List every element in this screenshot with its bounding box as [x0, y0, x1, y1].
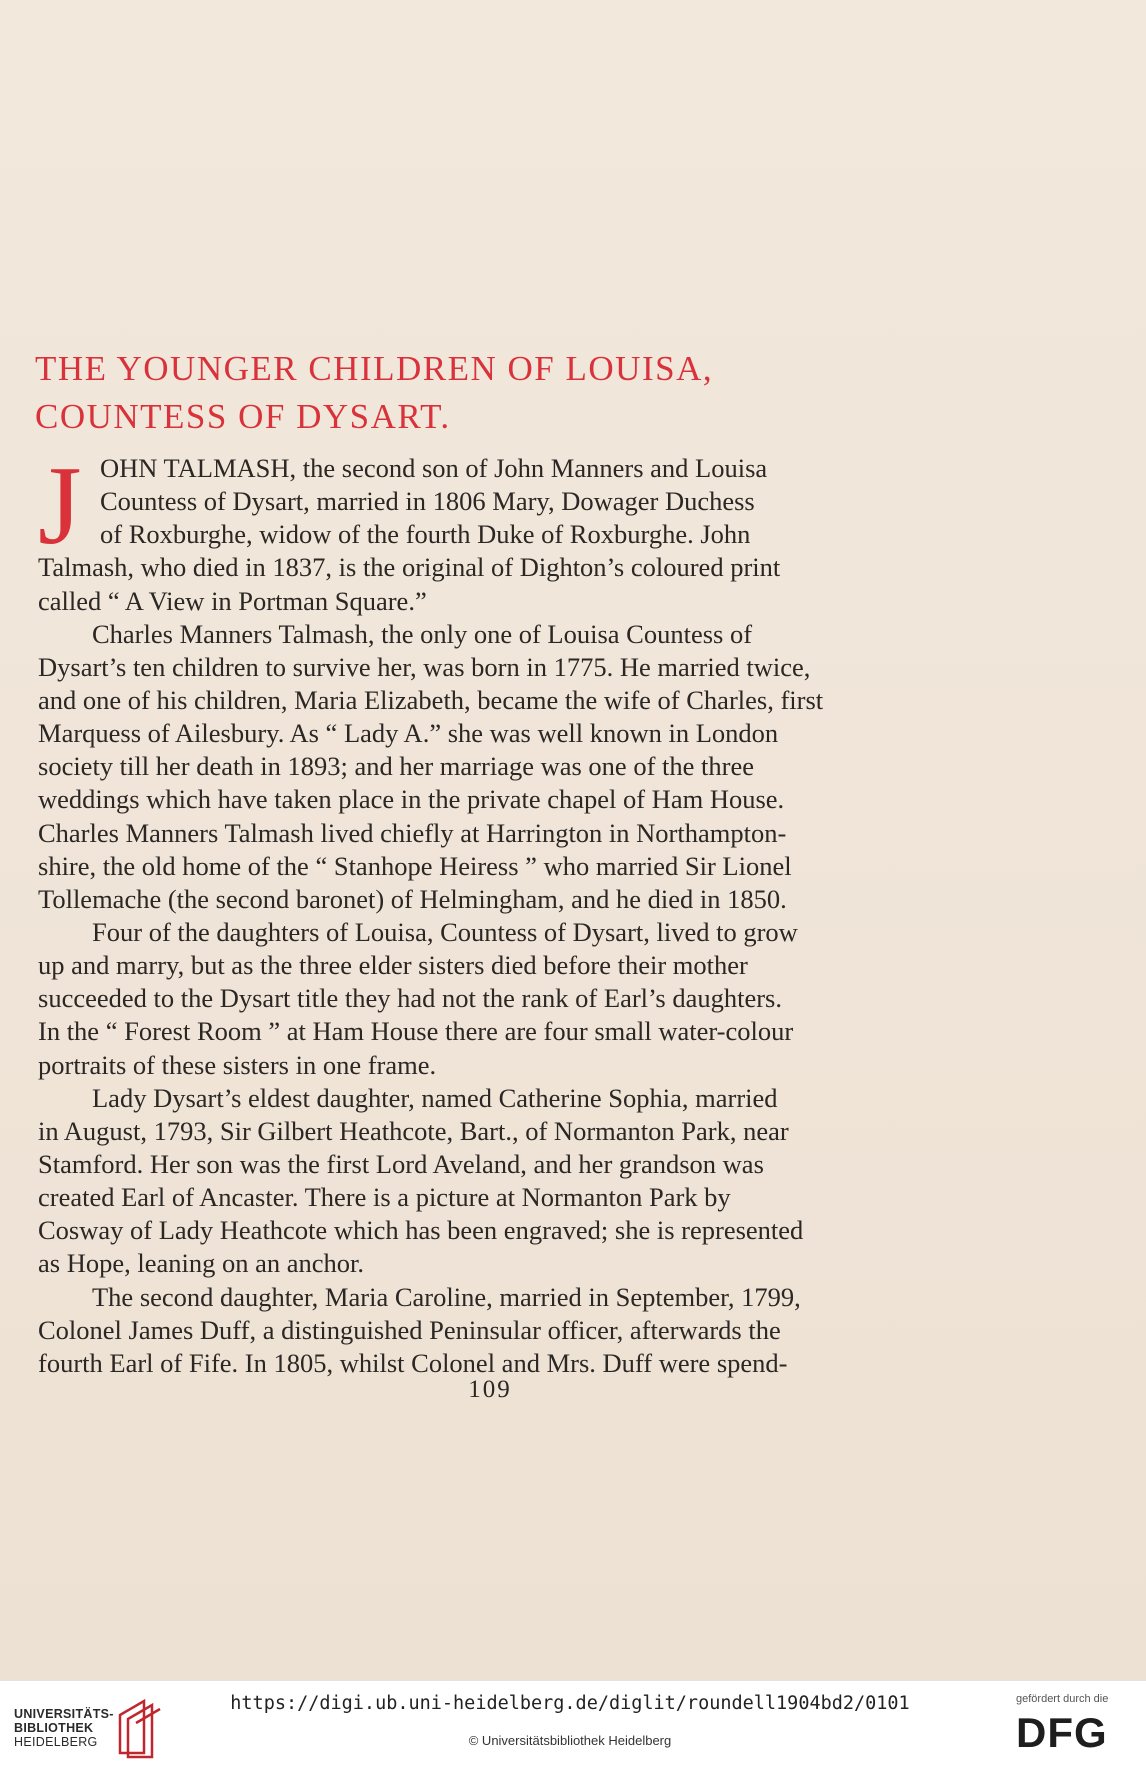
- text-line: Four of the daughters of Louisa, Countess of Dysart, lived to grow: [92, 916, 798, 947]
- page-number: 109: [468, 1376, 512, 1403]
- body-text: [38, 444, 898, 1380]
- text-line: Colonel James Duff, a distinguished Peninsular officer, afterwards the: [38, 1314, 781, 1345]
- library-emblem-icon: [114, 1695, 164, 1759]
- text-line: shire, the old home of the “ Stanhope Heiress ” who married Sir Lionel: [38, 850, 792, 881]
- text-line: in August, 1793, Sir Gilbert Heathcote, Bart., of Normanton Park, near: [38, 1115, 789, 1146]
- text-line: Tollemache (the second baronet) of Helmingham, and he died in 1850.: [38, 883, 787, 914]
- text-line: Marquess of Ailesbury. As “ Lady A.” she was well known in London: [38, 718, 779, 749]
- library-name-line-3: HEIDELBERG: [14, 1735, 98, 1749]
- library-name-line-1: UNIVERSITÄTS-: [14, 1707, 114, 1721]
- heading-line-2: COUNTESS OF DYSART.: [35, 397, 451, 436]
- heading-line-1: THE YOUNGER CHILDREN OF LOUISA,: [35, 349, 714, 388]
- text-line: society till her death in 1893; and her marriage was one of the three: [38, 751, 754, 782]
- text-line: Charles Manners Talmash lived chiefly at Harrington in Northampton-: [38, 817, 787, 848]
- drop-cap: J: [38, 444, 82, 568]
- text-line: and one of his children, Maria Elizabeth, became the wife of Charles, first: [38, 684, 824, 715]
- text-line: Stamford. Her son was the first Lord Aveland, and her grandson was: [38, 1148, 764, 1179]
- text-line: Lady Dysart’s eldest daughter, named Catherine Sophia, married: [92, 1082, 778, 1113]
- library-logo[interactable]: [14, 1707, 114, 1749]
- text-line: In the “ Forest Room ” at Ham House there are four small water-colour: [38, 1016, 794, 1047]
- text-line: of Roxburghe, widow of the fourth Duke of Roxburghe. John: [100, 519, 751, 550]
- funding-label: gefördert durch die: [1016, 1693, 1109, 1705]
- text-line: as Hope, leaning on an anchor.: [38, 1248, 364, 1279]
- text-line: Countess of Dysart, married in 1806 Mary, Dowager Duchess: [100, 486, 755, 517]
- text-line: OHN TALMASH, the second son of John Manners and Louisa: [100, 453, 768, 483]
- text-line: The second daughter, Maria Caroline, married in September, 1799,: [92, 1281, 801, 1312]
- text-line: fourth Earl of Fife. In 1805, whilst Colonel and Mrs. Duff were spend-: [38, 1347, 788, 1378]
- text-line: portraits of these sisters in one frame.: [38, 1049, 437, 1080]
- text-line: created Earl of Ancaster. There is a picture at Normanton Park by: [38, 1182, 731, 1213]
- text-line: Charles Manners Talmash, the only one of Louisa Countess of: [92, 618, 753, 649]
- library-name-line-2: BIBLIOTHEK: [14, 1721, 94, 1735]
- text-line: weddings which have taken place in the private chapel of Ham House.: [38, 784, 785, 815]
- text-line: succeeded to the Dysart title they had not the rank of Earl’s daughters.: [38, 983, 782, 1014]
- text-line: up and marry, but as the three elder sisters died before their mother: [38, 950, 748, 981]
- text-line: Cosway of Lady Heathcote which has been engraved; she is represented: [38, 1215, 804, 1246]
- chapter-heading: [35, 345, 855, 441]
- text-line: called “ A View in Portman Square.”: [38, 585, 427, 616]
- permalink-url[interactable]: https://digi.ub.uni-heidelberg.de/diglit/roundell1904bd2/0101: [230, 1693, 910, 1714]
- text-line: Dysart’s ten children to survive her, was born in 1775. He married twice,: [38, 651, 811, 682]
- viewer-footer: [0, 1680, 1146, 1770]
- dfg-logo[interactable]: DFG: [1016, 1709, 1108, 1756]
- copyright-notice: © Universitätsbibliothek Heidelberg: [468, 1733, 672, 1748]
- text-line: Talmash, who died in 1837, is the original of Dighton’s coloured print: [38, 552, 781, 583]
